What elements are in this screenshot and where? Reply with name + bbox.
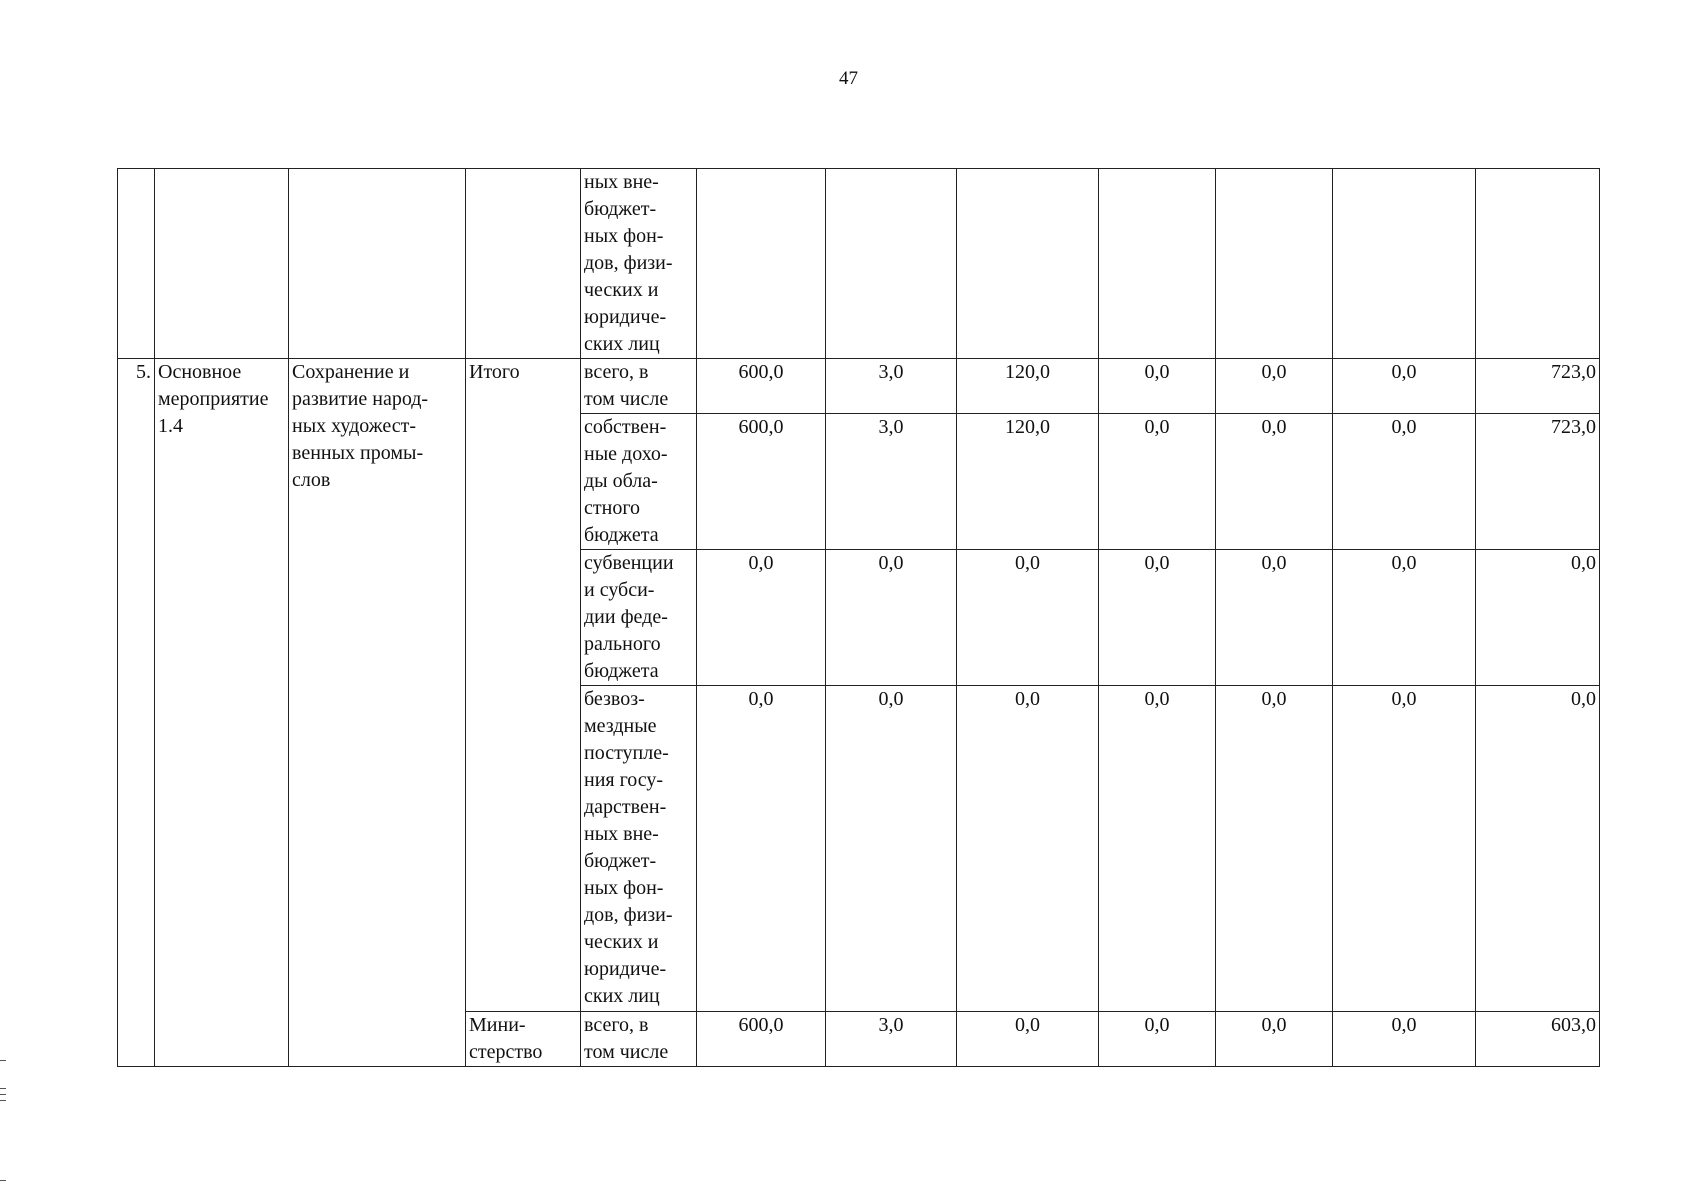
value-cell: 0,0 [1099, 359, 1216, 414]
cell-value [1476, 169, 1600, 359]
value-cell: 0,0 [1099, 414, 1216, 550]
value-cell: 0,0 [1099, 550, 1216, 686]
value-cell: 0,0 [697, 550, 826, 686]
value-cell: 0,0 [1099, 686, 1216, 1012]
cell-value [1216, 169, 1333, 359]
item-number: 5. [118, 359, 155, 1067]
cell-source: ных вне- бюджет- ных фон- дов, физи- ческих и юридиче- ских лиц [581, 169, 697, 359]
table-row-continuation [118, 169, 1600, 359]
value-cell: 3,0 [826, 1012, 957, 1067]
source-cell: всего, в том числе [581, 359, 697, 414]
item-activity: Основное мероприятие 1.4 [155, 359, 289, 1067]
table-row [118, 359, 1600, 414]
scan-mark [0, 1060, 6, 1061]
value-cell-total: 0,0 [1476, 686, 1600, 1012]
value-cell: 0,0 [1333, 359, 1476, 414]
value-cell: 0,0 [697, 686, 826, 1012]
value-cell: 0,0 [1099, 1012, 1216, 1067]
value-cell: 0,0 [957, 686, 1099, 1012]
source-cell: собствен- ные дохо- ды обла- стного бюджета [581, 414, 697, 550]
page-number: 47 [839, 68, 858, 89]
scan-mark [0, 1100, 6, 1101]
budget-table [117, 168, 1600, 1067]
value-cell: 120,0 [957, 414, 1099, 550]
value-cell: 0,0 [1216, 686, 1333, 1012]
value-cell: 120,0 [957, 359, 1099, 414]
value-cell: 0,0 [1216, 550, 1333, 686]
value-cell: 600,0 [697, 359, 826, 414]
value-cell: 0,0 [1216, 414, 1333, 550]
executor-ministry: Мини- стерство [466, 1012, 581, 1067]
cell-value [957, 169, 1099, 359]
value-cell: 0,0 [1216, 359, 1333, 414]
value-cell: 0,0 [957, 550, 1099, 686]
value-cell-total: 603,0 [1476, 1012, 1600, 1067]
value-cell-total: 723,0 [1476, 414, 1600, 550]
source-cell: безвоз- мездные поступле- ния госу- дарствен- ных вне- бюджет- ных фон- дов, физи- ческих и юридиче- ских лиц [581, 686, 697, 1012]
value-cell: 600,0 [697, 1012, 826, 1067]
cell-value [1099, 169, 1216, 359]
value-cell: 0,0 [1333, 1012, 1476, 1067]
cell-activity [155, 169, 289, 359]
value-cell: 600,0 [697, 414, 826, 550]
item-name: Сохранение и развитие народ- ных художест- венных промы- слов [289, 359, 466, 1067]
value-cell: 0,0 [1333, 414, 1476, 550]
value-cell-total: 723,0 [1476, 359, 1600, 414]
value-cell: 0,0 [826, 550, 957, 686]
scan-mark [0, 1180, 6, 1181]
value-cell: 0,0 [826, 686, 957, 1012]
value-cell: 0,0 [1216, 1012, 1333, 1067]
value-cell: 3,0 [826, 359, 957, 414]
cell-executor [466, 169, 581, 359]
scan-mark [0, 1088, 6, 1089]
cell-number [118, 169, 155, 359]
source-cell: всего, в том числе [581, 1012, 697, 1067]
value-cell: 0,0 [1333, 686, 1476, 1012]
cell-name [289, 169, 466, 359]
value-cell: 0,0 [1333, 550, 1476, 686]
scan-mark [0, 1094, 6, 1095]
source-cell: субвенции и субси- дии феде- рального бюджета [581, 550, 697, 686]
executor-total: Итого [466, 359, 581, 1012]
value-cell-total: 0,0 [1476, 550, 1600, 686]
cell-value [1333, 169, 1476, 359]
value-cell: 0,0 [957, 1012, 1099, 1067]
value-cell: 3,0 [826, 414, 957, 550]
cell-value [697, 169, 826, 359]
cell-value [826, 169, 957, 359]
